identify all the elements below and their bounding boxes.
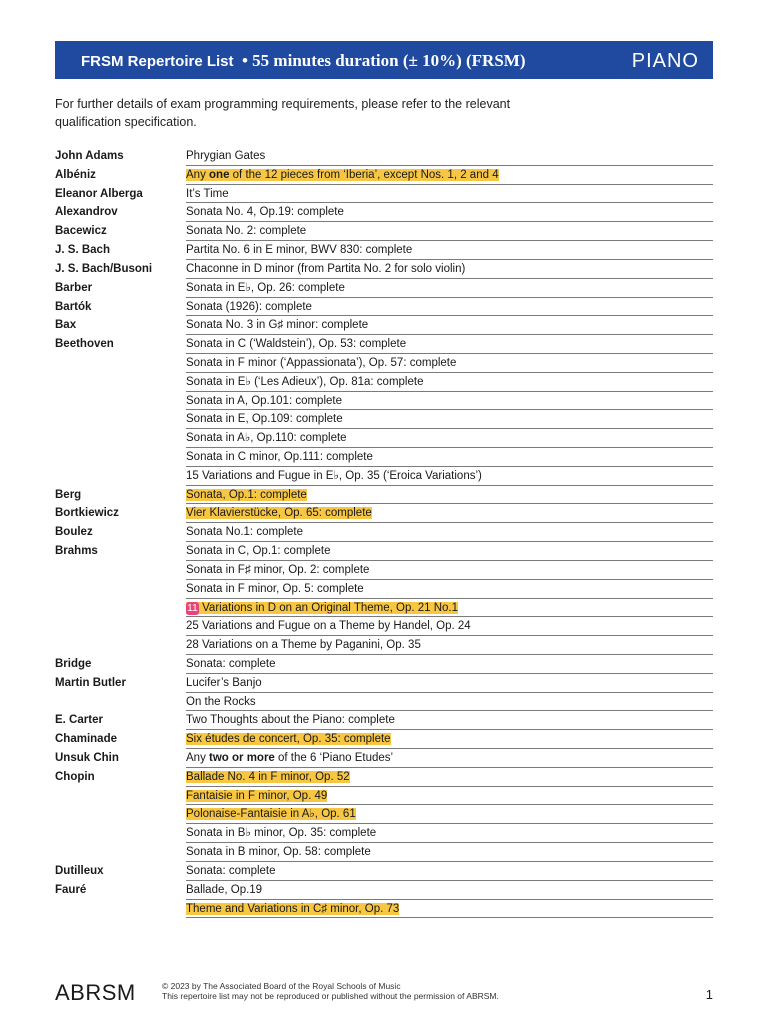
piece-cell <box>186 730 713 749</box>
copyright-text: © 2023 by The Associated Board of the Royal Schools of Music <box>162 981 401 991</box>
piece-text: Any two or more of the 6 ‘Piano Etudes’ <box>186 752 394 764</box>
piece-cell <box>186 542 713 561</box>
table-row <box>55 203 713 222</box>
piece-cell <box>186 749 713 768</box>
composer-name: Fauré <box>55 883 87 896</box>
table-row <box>55 787 713 806</box>
piece-title <box>186 244 412 256</box>
piece-cell <box>186 768 713 787</box>
piece-cell <box>186 222 713 241</box>
composer-name: Beethoven <box>55 338 114 351</box>
piece-title <box>186 188 229 200</box>
piece-text: Sonata No. 4, Op.19: complete <box>186 206 344 219</box>
highlighted-piece-title <box>186 733 391 745</box>
table-row <box>55 147 713 166</box>
table-row <box>55 580 713 599</box>
piece-text: Phrygian Gates <box>186 150 266 162</box>
piece-text: Sonata No. 2: complete <box>186 225 307 238</box>
piece-text: Sonata in F minor, Op. 5: complete <box>186 582 364 595</box>
table-row <box>55 504 713 523</box>
piece-title <box>186 620 471 632</box>
composer-name: Chopin <box>55 770 95 783</box>
piece-cell <box>186 354 713 373</box>
table-row <box>55 730 713 749</box>
composer-name: J. S. Bach <box>55 244 110 257</box>
composer-name: John Adams <box>55 150 124 162</box>
piece-title <box>186 301 312 313</box>
piece-cell <box>186 655 713 674</box>
piece-title <box>186 150 265 162</box>
table-row <box>55 523 713 542</box>
composer-name: E. Carter <box>55 714 103 727</box>
table-row <box>55 843 713 862</box>
piece-title <box>186 395 342 407</box>
table-row <box>55 636 713 655</box>
piece-cell <box>186 523 713 542</box>
piece-title <box>186 677 262 689</box>
piece-cell <box>186 260 713 279</box>
composer-name: Albéniz <box>55 168 96 181</box>
piece-title <box>186 526 303 538</box>
piece-text: Sonata in B♭ minor, Op. 35: complete <box>186 827 377 840</box>
piece-title <box>186 376 423 388</box>
piece-text: Sonata, Op.1: complete <box>186 488 307 501</box>
piece-title <box>186 545 330 557</box>
piece-title <box>186 338 406 350</box>
piece-cell <box>186 185 713 204</box>
table-row <box>55 241 713 260</box>
piece-text: Sonata in E♭, Op. 26: complete <box>186 281 345 294</box>
piece-cell <box>186 900 713 919</box>
piece-title <box>186 696 256 708</box>
piece-text: Sonata: complete <box>186 657 276 670</box>
highlighted-piece-title <box>186 808 356 820</box>
piece-text: Partita No. 6 in E minor, BWV 830: complete <box>186 244 413 257</box>
highlighted-piece-title <box>186 771 350 783</box>
intro-paragraph: For further details of exam programming requirements, please refer to the relevant qualification specification. <box>55 97 511 129</box>
piece-text: Sonata in F minor (‘Appassionata’), Op. 57: complete <box>186 356 457 369</box>
piece-title <box>186 865 276 877</box>
piece-cell <box>186 166 713 185</box>
piece-cell <box>186 693 713 712</box>
table-row <box>55 805 713 824</box>
table-row <box>55 900 713 919</box>
piece-title <box>186 564 369 576</box>
piece-cell <box>186 467 713 486</box>
piece-cell <box>186 862 713 881</box>
piece-title <box>186 639 421 651</box>
table-row <box>55 599 713 618</box>
table-row <box>55 655 713 674</box>
piece-title <box>186 658 276 670</box>
piece-text: Sonata in C (‘Waldstein’), Op. 53: complete <box>186 338 407 351</box>
highlighted-piece-title <box>186 169 499 181</box>
piece-cell <box>186 373 713 392</box>
table-row <box>55 561 713 580</box>
piece-cell <box>186 599 713 618</box>
piece-text: Sonata in C minor, Op.111: complete <box>186 451 373 463</box>
table-row <box>55 486 713 505</box>
piece-title <box>186 884 262 896</box>
highlighted-piece-title <box>186 790 327 802</box>
piece-title <box>186 432 347 444</box>
composer-name: Eleanor Alberga <box>55 187 143 200</box>
piece-cell <box>186 486 713 505</box>
composer-name: Bacewicz <box>55 225 107 238</box>
piece-text: It’s Time <box>186 187 229 200</box>
piece-cell <box>186 429 713 448</box>
piece-text: Sonata: complete <box>186 864 276 877</box>
composer-name: Chaminade <box>55 733 117 746</box>
piece-cell <box>186 448 713 467</box>
piece-cell <box>186 504 713 523</box>
table-row <box>55 373 713 392</box>
table-row <box>55 429 713 448</box>
piece-text: Polonaise-Fantaisie in A♭, Op. 61 <box>186 808 356 821</box>
piece-cell <box>186 147 713 166</box>
piece-text: Theme and Variations in C♯ minor, Op. 73 <box>186 902 400 915</box>
piece-cell <box>186 881 713 900</box>
highlighted-piece-title <box>186 903 399 915</box>
piece-text: Six études de concert, Op. 35: complete <box>186 733 391 746</box>
piece-text: Sonata No.1: complete <box>186 526 303 539</box>
piece-cell <box>186 636 713 655</box>
annotation-mark: 11 <box>187 601 198 614</box>
piece-text: Sonata in F♯ minor, Op. 2: complete <box>186 563 370 576</box>
piece-text: Variations in D on an Original Theme, Op. 21 No.1 <box>198 601 459 614</box>
piece-title <box>186 583 364 595</box>
piece-text: Two Thoughts about the Piano: complete <box>186 714 395 727</box>
piece-text: Fantaisie in F minor, Op. 49 <box>186 789 328 802</box>
table-row <box>55 279 713 298</box>
composer-name: Berg <box>55 488 82 501</box>
piece-text: Vier Klavierstücke, Op. 65: complete <box>186 507 372 520</box>
table-row <box>55 881 713 900</box>
piece-cell <box>186 561 713 580</box>
table-row <box>55 298 713 317</box>
table-row <box>55 862 713 881</box>
piece-text: Sonata No. 3 in G♯ minor: complete <box>186 319 369 332</box>
composer-name: Bortkiewicz <box>55 507 119 520</box>
composer-name: Dutilleux <box>55 864 104 877</box>
banner-title-group <box>81 41 525 79</box>
piece-text: 15 Variations and Fugue in E♭, Op. 35 (‘Eroica Variations’) <box>186 469 482 482</box>
composer-name: Bax <box>55 319 77 332</box>
table-row <box>55 222 713 241</box>
piece-text: Sonata in E♭ (‘Les Adieux’), Op. 81a: complete <box>186 375 424 388</box>
table-row <box>55 166 713 185</box>
piece-text: 28 Variations on a Theme by Paganini, Op. 35 <box>186 639 421 652</box>
piece-text: Sonata in A, Op.101: complete <box>186 394 342 407</box>
piece-text: Sonata in B minor, Op. 58: complete <box>186 846 371 859</box>
composer-name: Boulez <box>55 526 93 539</box>
piece-cell <box>186 392 713 411</box>
piece-cell <box>186 410 713 429</box>
piece-text: Sonata in C, Op.1: complete <box>186 545 331 558</box>
piece-title <box>186 206 344 218</box>
piece-title <box>186 263 465 275</box>
piece-title <box>186 846 371 858</box>
piece-cell <box>186 580 713 599</box>
table-row <box>55 410 713 429</box>
piece-text: Sonata in A♭, Op.110: complete <box>186 432 347 445</box>
composer-name: Martin Butler <box>55 676 126 689</box>
piece-cell <box>186 711 713 730</box>
piece-title <box>186 752 393 764</box>
piece-text: On the Rocks <box>186 695 256 708</box>
footer-notice <box>162 981 499 1001</box>
table-row <box>55 392 713 411</box>
piece-text: Lucifer’s Banjo <box>186 676 262 689</box>
table-row <box>55 617 713 636</box>
table-row <box>55 335 713 354</box>
piece-title <box>186 225 306 237</box>
piece-text: Chaconne in D minor (from Partita No. 2 for solo violin) <box>186 262 466 275</box>
piece-cell <box>186 203 713 222</box>
table-row <box>55 674 713 693</box>
table-row <box>55 542 713 561</box>
piece-title <box>186 470 482 482</box>
piece-title <box>186 319 368 331</box>
piece-title <box>186 357 456 369</box>
composer-name: Brahms <box>55 545 98 558</box>
piece-cell <box>186 787 713 806</box>
piece-text: Any one of the 12 pieces from ‘Iberia’, except Nos. 1, 2 and 4 <box>186 168 499 181</box>
piece-cell <box>186 824 713 843</box>
table-row <box>55 260 713 279</box>
table-row <box>55 749 713 768</box>
piece-text: Ballade, Op.19 <box>186 883 263 896</box>
instrument-label: PIANO <box>631 50 699 72</box>
abrsm-logo: ABRSM <box>55 980 136 1005</box>
composer-name: Unsuk Chin <box>55 752 119 764</box>
piece-cell <box>186 316 713 335</box>
table-row <box>55 467 713 486</box>
piece-title <box>186 413 343 425</box>
piece-text: Sonata (1926): complete <box>186 300 312 313</box>
highlighted-piece-title <box>186 602 458 614</box>
composer-name: Barber <box>55 281 93 294</box>
duration-label: • 55 minutes duration (± 10%) (FRSM) <box>241 51 526 70</box>
table-row <box>55 316 713 335</box>
page-number: 1 <box>705 987 713 1002</box>
table-row <box>55 185 713 204</box>
table-row <box>55 693 713 712</box>
piece-cell <box>186 279 713 298</box>
repertoire-table <box>55 147 713 918</box>
table-row <box>55 711 713 730</box>
piece-title <box>186 827 376 839</box>
table-row <box>55 824 713 843</box>
piece-cell <box>186 617 713 636</box>
piece-text: 25 Variations and Fugue on a Theme by Handel, Op. 24 <box>186 620 471 633</box>
piece-cell <box>186 674 713 693</box>
table-row <box>55 768 713 787</box>
highlighted-piece-title <box>186 507 372 519</box>
table-row <box>55 354 713 373</box>
list-title: FRSM Repertoire List <box>81 53 234 70</box>
composer-name: Alexandrov <box>55 206 118 219</box>
piece-cell <box>186 241 713 260</box>
composer-name: Bartók <box>55 300 92 313</box>
piece-cell <box>186 335 713 354</box>
composer-name: Bridge <box>55 657 92 670</box>
composer-name: J. S. Bach/Busoni <box>55 262 153 275</box>
reproduction-notice: This repertoire list may not be reproduced or published without the permission of ABRSM. <box>162 991 499 1001</box>
table-row <box>55 448 713 467</box>
piece-title <box>186 714 395 726</box>
piece-title <box>186 282 345 294</box>
header-banner <box>55 41 713 79</box>
piece-cell <box>186 843 713 862</box>
piece-title <box>186 451 373 463</box>
piece-cell <box>186 805 713 824</box>
piece-text: Ballade No. 4 in F minor, Op. 52 <box>186 770 350 783</box>
highlighted-piece-title <box>186 489 307 501</box>
piece-text: Sonata in E, Op.109: complete <box>186 413 343 426</box>
piece-cell <box>186 298 713 317</box>
